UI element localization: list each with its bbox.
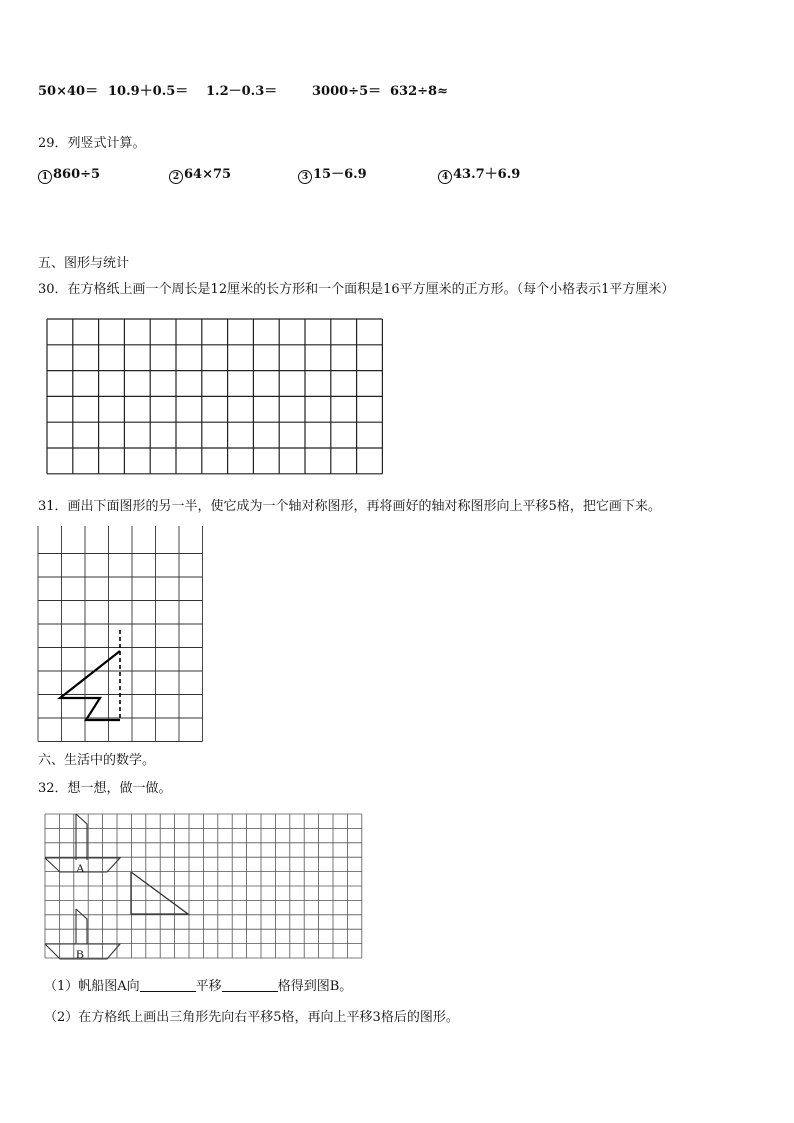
steps-blank[interactable] — [222, 979, 278, 992]
circled-number: 4 — [438, 170, 452, 184]
section-5-heading: 五、图形与统计 — [38, 256, 130, 271]
q32-sub2: （2）在方格纸上画出三角形先向右平移5格，再向上平移3格后的图形。 — [44, 1010, 459, 1025]
direction-blank[interactable] — [140, 979, 196, 992]
half-figure — [60, 651, 120, 720]
label-a: A — [76, 861, 85, 875]
circled-number: 3 — [298, 170, 312, 184]
q32-sub1 — [44, 979, 352, 995]
section-6-heading: 六、生活中的数学。 — [38, 753, 156, 768]
q29-item-2 — [169, 167, 231, 184]
q29-title: 29．列竖式计算。 — [38, 136, 146, 151]
q32-sub1-prefix: （1）帆船图A向 — [44, 979, 140, 994]
label-b: B — [76, 947, 85, 961]
circled-number: 2 — [169, 170, 183, 184]
q29-expr-1: 860÷5 — [53, 167, 101, 182]
q32-sub1-middle: 平移 — [195, 979, 222, 994]
calc-item-5: 632÷8≈ — [390, 84, 448, 99]
q32-sub1-suffix: 格得到图B。 — [277, 979, 353, 994]
q31-title: 31．画出下面图形的另一半，使它成为一个轴对称图形，再将画好的轴对称图形向上平移5格，把它画下来。 — [38, 499, 661, 514]
calc-item-4: 3000÷5＝ — [312, 84, 382, 99]
calc-item-2: 10.9＋0.5＝ — [108, 84, 189, 99]
q32-grid[interactable] — [45, 814, 363, 959]
triangle — [131, 872, 188, 914]
calc-item-3: 1.2－0.3＝ — [206, 84, 278, 99]
q30-grid[interactable] — [47, 319, 383, 475]
q31-grid[interactable] — [38, 530, 206, 745]
calc-item-1: 50×40＝ — [38, 84, 99, 99]
q29-item-3 — [298, 167, 367, 184]
q29-item-4 — [438, 167, 520, 184]
q32-title: 32．想一想，做一做。 — [38, 781, 172, 796]
q30-title: 30．在方格纸上画一个周长是12厘米的长方形和一个面积是16平方厘米的正方形。（每个小格表示1平方厘米） — [38, 282, 675, 297]
q29-item-1 — [38, 167, 100, 184]
q29-expr-4: 43.7＋6.9 — [453, 167, 521, 182]
q29-expr-2: 64×75 — [184, 167, 232, 182]
circled-number: 1 — [38, 170, 52, 184]
q29-expr-3: 15－6.9 — [313, 167, 367, 182]
